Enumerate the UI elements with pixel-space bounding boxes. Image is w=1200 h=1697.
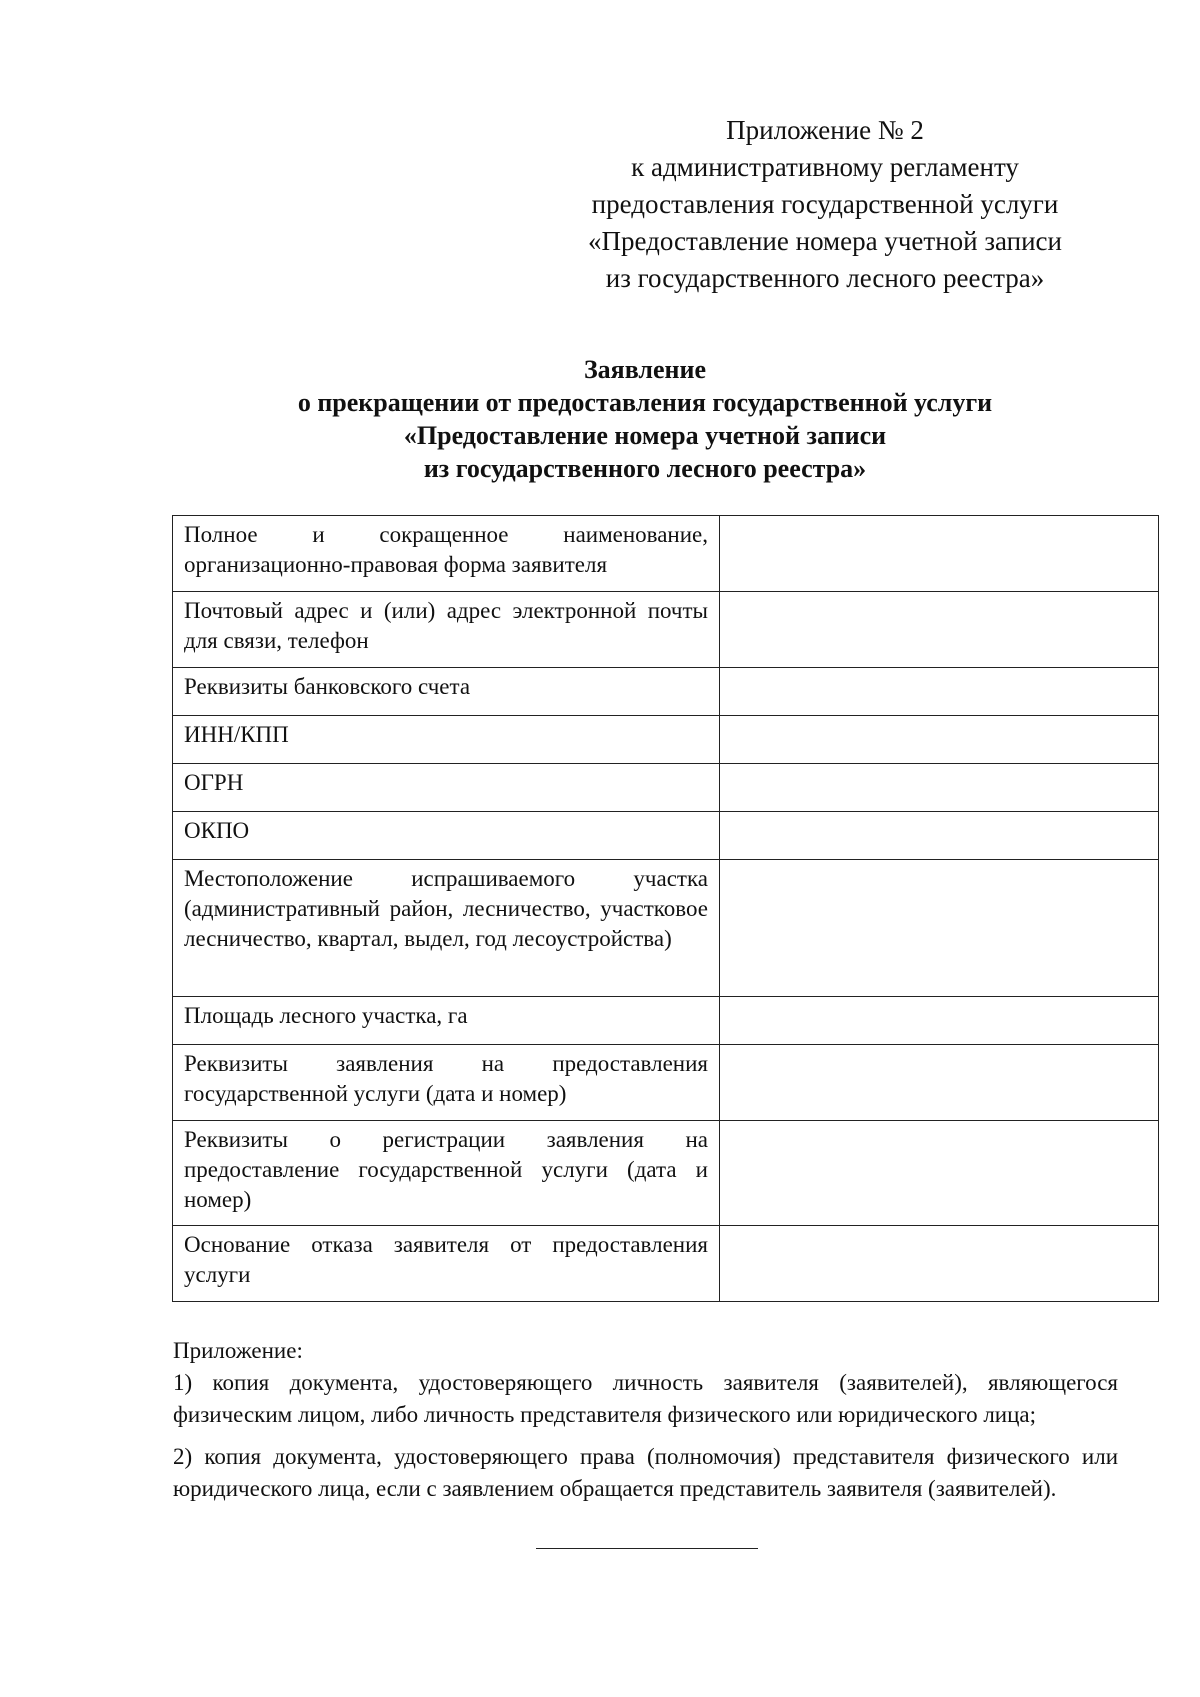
table-row — [173, 1226, 1159, 1302]
table-row — [173, 997, 1159, 1045]
title-line: из государственного лесного реестра» — [423, 454, 867, 483]
table-row — [173, 668, 1159, 716]
table-row — [173, 812, 1159, 860]
field-label-refusal-reason: Основание отказа заявителя от предоставления услуги — [173, 1226, 720, 1302]
table-row — [173, 860, 1159, 997]
field-label-postal-address: Почтовый адрес и (или) адрес электронной почты для связи, телефон — [173, 592, 720, 668]
title-line: Заявление — [583, 355, 707, 384]
field-value-registration-details[interactable] — [720, 1121, 1159, 1226]
attachments-heading: Приложение: — [173, 1338, 303, 1363]
field-value-application-details[interactable] — [720, 1045, 1159, 1121]
field-value-refusal-reason[interactable] — [720, 1226, 1159, 1302]
appendix-header-line: к административному регламенту — [631, 152, 1019, 182]
table-row — [173, 1045, 1159, 1121]
field-value-location[interactable] — [720, 860, 1159, 997]
table-row — [173, 516, 1159, 592]
field-label-bank-details: Реквизиты банковского счета — [173, 668, 720, 716]
appendix-header-line: Приложение № 2 — [726, 115, 924, 145]
field-label-application-details: Реквизиты заявления на предоставления государственной услуги (дата и номер) — [173, 1045, 720, 1121]
field-value-postal-address[interactable] — [720, 592, 1159, 668]
attachments-section — [173, 1335, 1118, 1505]
appendix-header-line: «Предоставление номера учетной записи — [588, 226, 1062, 256]
table-row — [173, 716, 1159, 764]
field-value-inn-kpp[interactable] — [720, 716, 1159, 764]
field-value-bank-details[interactable] — [720, 668, 1159, 716]
field-label-plot-area: Площадь лесного участка, га — [173, 997, 720, 1045]
field-label-inn-kpp: ИНН/КПП — [173, 716, 720, 764]
field-value-okpo[interactable] — [720, 812, 1159, 860]
appendix-header — [520, 112, 1130, 297]
table-row — [173, 1121, 1159, 1226]
field-label-location: Местоположение испрашиваемого участка (административный район, лесничество, участковое лесничество, квартал, выдел, год лесоустройства) — [173, 860, 720, 997]
field-label-full-name: Полное и сокращенное наименование, организационно-правовая форма заявителя — [173, 516, 720, 592]
appendix-header-line: предоставления государственной услуги — [591, 189, 1059, 219]
application-form-table — [172, 515, 1159, 1302]
field-label-ogrn: ОГРН — [173, 764, 720, 812]
title-line: «Предоставление номера учетной записи — [403, 421, 887, 450]
appendix-header-line: из государственного лесного реестра» — [605, 263, 1045, 293]
attachment-item: 1) копия документа, удостоверяющего личность заявителя (заявителей), являющегося физическим лицом, либо личность представителя физического или юридического лица; — [173, 1370, 1118, 1427]
field-label-okpo: ОКПО — [173, 812, 720, 860]
field-value-plot-area[interactable] — [720, 997, 1159, 1045]
title-line: о прекращении от предоставления государственной услуги — [297, 388, 993, 417]
field-value-ogrn[interactable] — [720, 764, 1159, 812]
field-value-full-name[interactable] — [720, 516, 1159, 592]
attachment-item: 2) копия документа, удостоверяющего права (полномочия) представителя физического или юридического лица, если с заявлением обращается представитель заявителя (заявителей). — [173, 1444, 1118, 1501]
document-title — [150, 353, 1140, 485]
end-divider — [536, 1548, 758, 1549]
table-row — [173, 592, 1159, 668]
table-row — [173, 764, 1159, 812]
field-label-registration-details: Реквизиты о регистрации заявления на предоставление государственной услуги (дата и номер) — [173, 1121, 720, 1226]
